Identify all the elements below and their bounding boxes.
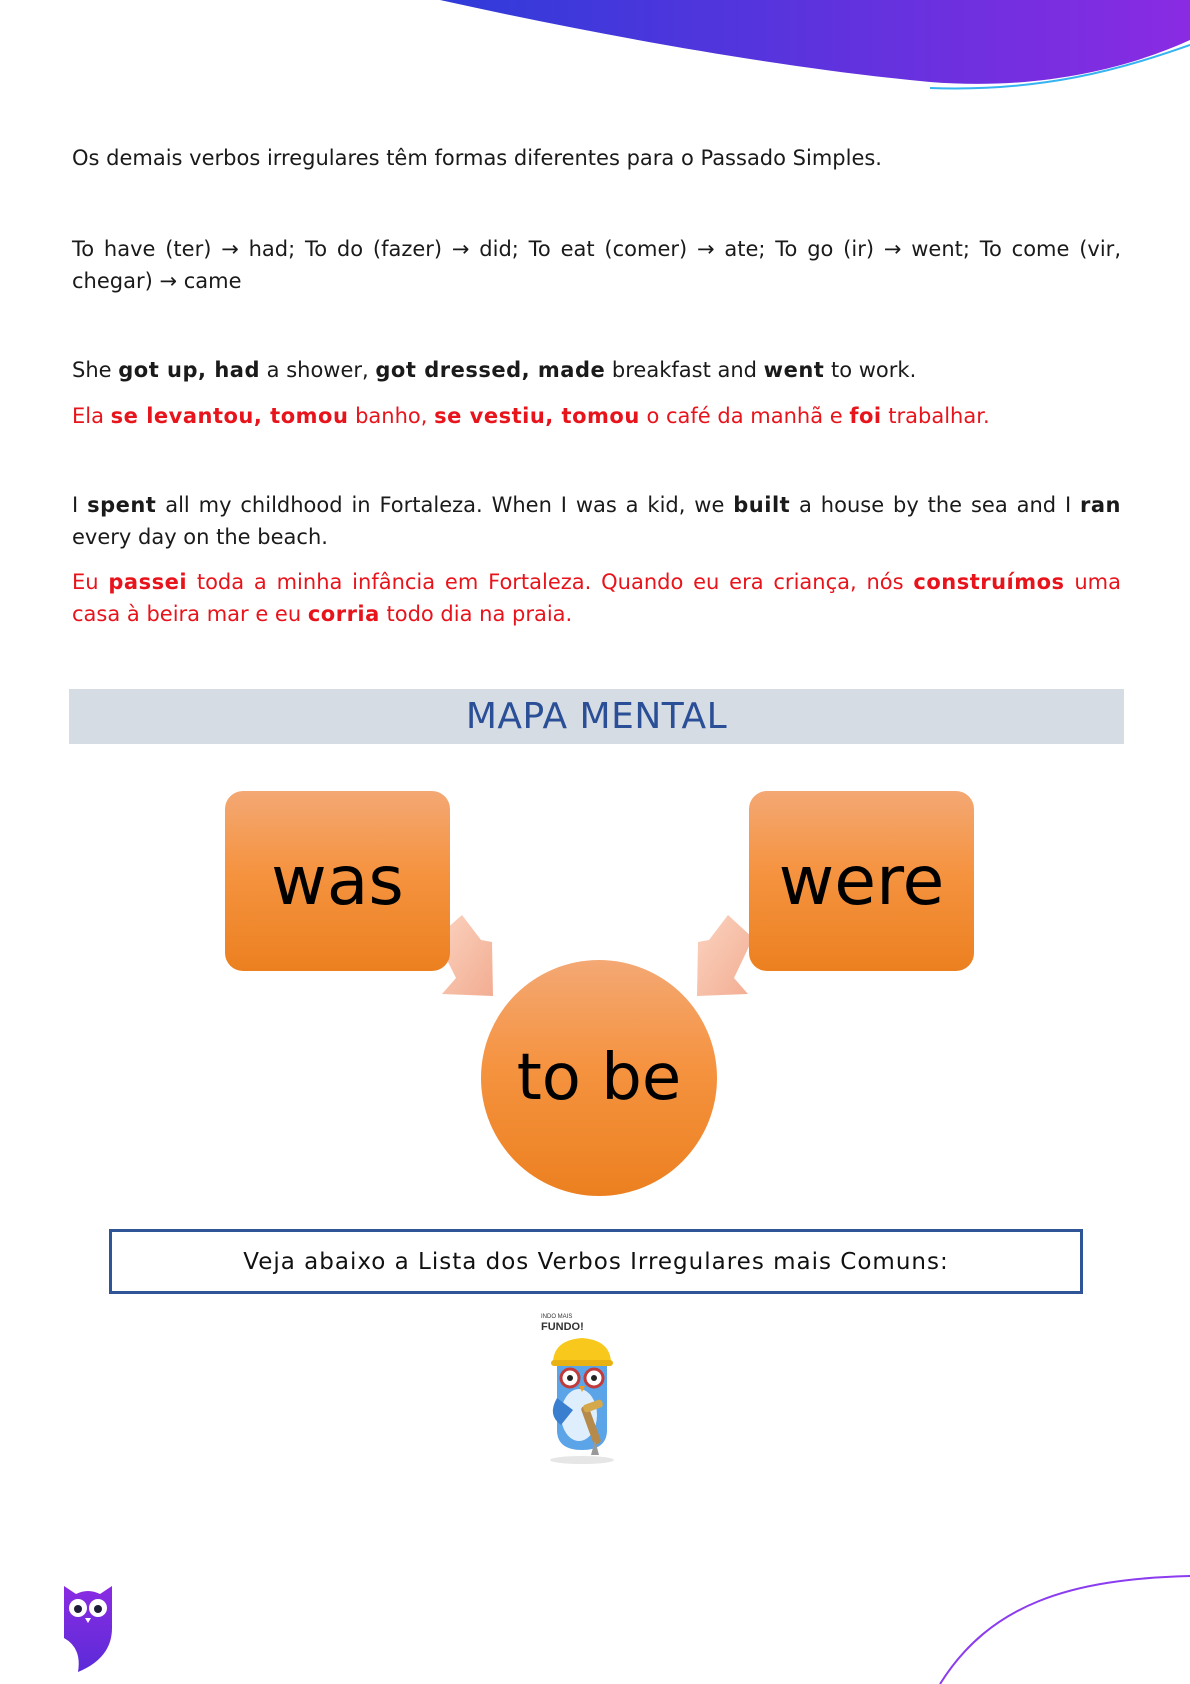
verb-highlight: se levantou, tomou <box>110 404 349 428</box>
to-be-node <box>481 960 717 1196</box>
text-segment: I <box>72 493 88 517</box>
example-en-1 <box>72 354 1121 386</box>
owl-worker-mascot-icon <box>527 1310 637 1465</box>
verb-highlight: se vestiu, tomou <box>434 404 640 428</box>
banner-title: MAPA MENTAL <box>465 696 728 737</box>
verb-list-paragraph: To have (ter) → had; To do (fazer) → did; To eat (comer) → ate; To go (ir) → went; To come (vir, chegar) → came <box>72 237 1121 293</box>
mascot-caption-small: INDO MAIS <box>541 1314 573 1320</box>
verb-highlight: foi <box>849 404 882 428</box>
text-segment: a house by the sea and I <box>790 493 1081 517</box>
owl-logo-icon <box>58 1578 118 1674</box>
text-segment: uma casa à beira mar e eu <box>72 570 1121 626</box>
text-segment: a shower, <box>259 358 376 382</box>
text-segment: o café da manhã e <box>639 404 850 428</box>
verb-highlight: built <box>733 493 791 517</box>
text-segment: every day on the beach. <box>72 525 328 549</box>
example-pt-1 <box>72 400 1121 432</box>
was-node <box>225 791 450 971</box>
verb-list-callout-text: Veja abaixo a Lista dos Verbos Irregulares mais Comuns: <box>243 1248 949 1275</box>
verb-highlight: got up, had <box>118 358 260 382</box>
text-segment: toda a minha infância em Fortaleza. Quando eu era criança, nós <box>187 570 914 594</box>
mind-map <box>0 780 1190 1200</box>
arrow-right-icon <box>697 915 753 996</box>
to-be-label: to be <box>516 1041 682 1115</box>
verb-highlight: went <box>763 358 825 382</box>
verb-list-callout <box>109 1229 1083 1294</box>
text-segment: Ela <box>72 404 111 428</box>
intro-paragraph: Os demais verbos irregulares têm formas diferentes para o Passado Simples. <box>72 146 882 170</box>
text-segment: She <box>72 358 119 382</box>
example-pt-2 <box>72 566 1121 630</box>
verb-highlight: ran <box>1080 493 1122 517</box>
example-en-2 <box>72 489 1121 553</box>
bottom-wave-decoration <box>930 1554 1190 1684</box>
verb-highlight: got dressed, made <box>375 358 606 382</box>
text-segment: banho, <box>348 404 435 428</box>
text-segment: all my childhood in Fortaleza. When I was a kid, we <box>156 493 734 517</box>
text-segment: todo dia na praia. <box>379 602 573 626</box>
verb-highlight: spent <box>87 493 157 517</box>
verb-highlight: construímos <box>913 570 1065 594</box>
text-segment: breakfast and <box>605 358 764 382</box>
text-segment: trabalhar. <box>881 404 990 428</box>
top-wave-decoration <box>0 0 1190 100</box>
mascot-caption: FUNDO! <box>541 1321 584 1333</box>
verb-highlight: passei <box>108 570 188 594</box>
were-node <box>749 791 974 971</box>
verb-highlight: corria <box>307 602 380 626</box>
were-label: were <box>778 841 945 921</box>
mapa-mental-banner <box>69 689 1124 744</box>
was-label: was <box>271 841 404 921</box>
text-segment: to work. <box>824 358 917 382</box>
text-segment: Eu <box>72 570 109 594</box>
